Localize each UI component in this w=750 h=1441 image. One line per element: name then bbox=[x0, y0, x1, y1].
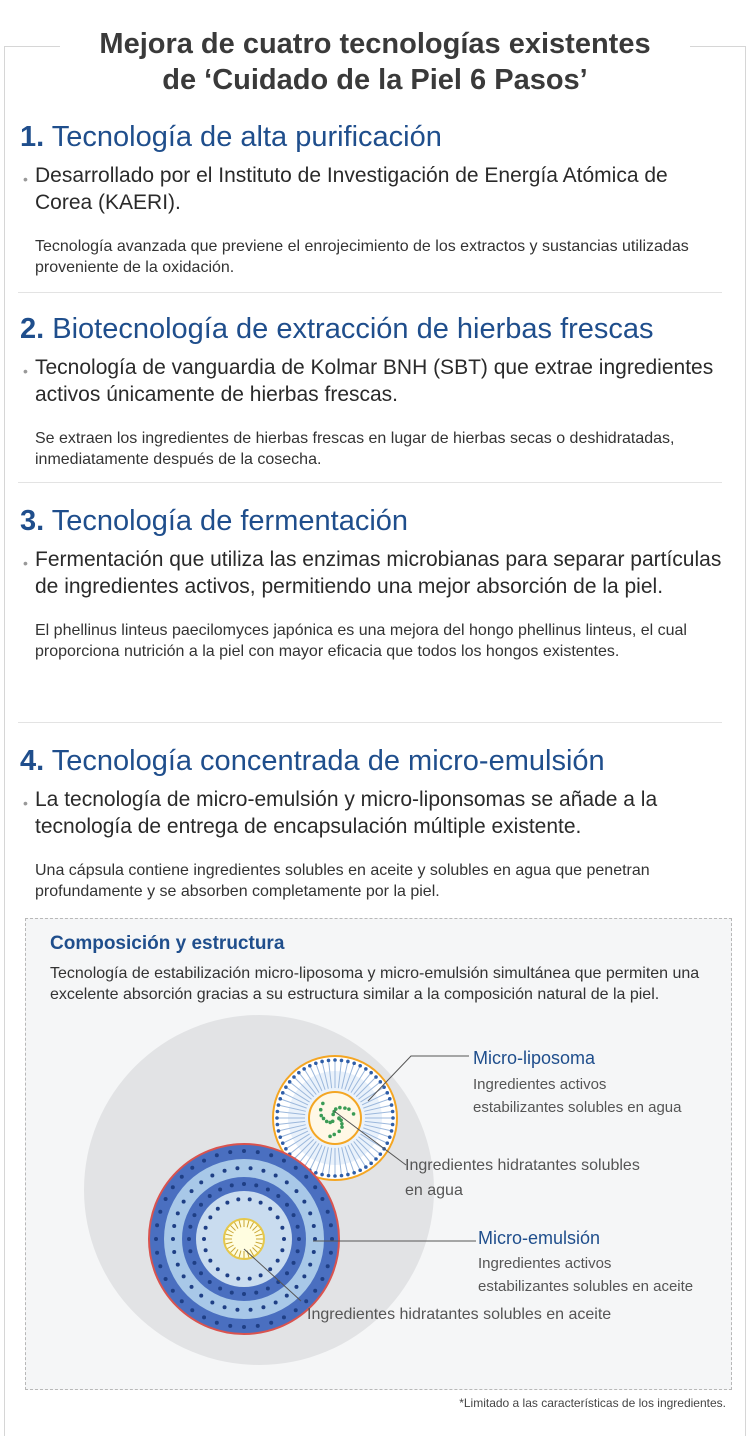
page-title-line1: Mejora de cuatro tecnologías existentes bbox=[99, 28, 651, 60]
lipid-head bbox=[374, 1075, 378, 1079]
water-particle bbox=[328, 1135, 332, 1139]
surfactant-dot bbox=[313, 1185, 317, 1189]
surfactant-dot bbox=[235, 1166, 239, 1170]
liposome-desc-line1: Ingredientes activos bbox=[473, 1076, 607, 1093]
surfactant-dot bbox=[276, 1215, 280, 1219]
surfactant-dot bbox=[274, 1173, 278, 1177]
surfactant-dot bbox=[259, 1201, 263, 1205]
lipid-head bbox=[278, 1135, 282, 1139]
lipid-head bbox=[364, 1067, 368, 1071]
surfactant-dot bbox=[223, 1169, 227, 1173]
surfactant-dot bbox=[215, 1321, 219, 1325]
lipid-head bbox=[388, 1135, 392, 1139]
lipid-head bbox=[281, 1141, 285, 1145]
surfactant-dot bbox=[296, 1225, 300, 1229]
emulsion-desc-line2: estabilizantes solubles en aceite bbox=[478, 1278, 694, 1295]
liposome-title: Micro-liposoma bbox=[473, 1048, 596, 1068]
section-lead bbox=[20, 546, 730, 600]
surfactant-dot bbox=[248, 1277, 252, 1281]
lipid-head bbox=[369, 1071, 373, 1075]
surfactant-dot bbox=[199, 1271, 203, 1275]
surfactant-dot bbox=[228, 1150, 232, 1154]
lipid-head bbox=[288, 1080, 292, 1084]
surfactant-dot bbox=[187, 1237, 191, 1241]
section-lead bbox=[20, 162, 730, 216]
lipid-head bbox=[346, 1060, 350, 1064]
section-lead-text: La tecnología de micro-emulsión y micro-liponsomas se añade a la tecnología de entrega de encapsulación múltiple existente. bbox=[35, 788, 658, 838]
divider bbox=[18, 482, 722, 483]
surfactant-dot bbox=[242, 1292, 246, 1296]
water-particle bbox=[321, 1102, 325, 1106]
surfactant-dot bbox=[285, 1271, 289, 1275]
surfactant-dot bbox=[172, 1224, 176, 1228]
surfactant-dot bbox=[285, 1203, 289, 1207]
surfactant-dot bbox=[326, 1210, 330, 1214]
section-3 bbox=[20, 504, 730, 662]
footnote: *Limitado a las características de los ingredientes. bbox=[459, 1396, 726, 1410]
surfactant-dot bbox=[236, 1197, 240, 1201]
lipid-head bbox=[333, 1174, 337, 1178]
section-heading bbox=[20, 120, 730, 154]
surfactant-dot bbox=[164, 1277, 168, 1281]
lipid-head bbox=[391, 1116, 395, 1120]
surfactant-dot bbox=[216, 1267, 220, 1271]
water-particle bbox=[340, 1125, 344, 1129]
surfactant-dot bbox=[192, 1261, 196, 1265]
lipid-head bbox=[385, 1141, 389, 1145]
bullet-icon: • bbox=[23, 171, 28, 187]
water-core-label-line1: Ingredientes hidratantes solubles bbox=[405, 1157, 640, 1174]
section-heading bbox=[20, 744, 730, 778]
surfactant-dot bbox=[176, 1211, 180, 1215]
lipid-head bbox=[388, 1097, 392, 1101]
lipid-head bbox=[308, 1064, 312, 1068]
surfactant-dot bbox=[180, 1175, 184, 1179]
composition-heading: Composición y estructura bbox=[50, 933, 285, 954]
surfactant-dot bbox=[155, 1223, 159, 1227]
surfactant-dot bbox=[313, 1289, 317, 1293]
lipid-head bbox=[390, 1129, 394, 1133]
surfactant-dot bbox=[312, 1250, 316, 1254]
water-particle bbox=[319, 1114, 323, 1118]
surfactant-dot bbox=[248, 1197, 252, 1201]
lipid-head bbox=[327, 1059, 331, 1063]
surfactant-dot bbox=[208, 1259, 212, 1263]
surfactant-dot bbox=[296, 1249, 300, 1253]
section-title: Tecnología de alta purificación bbox=[51, 121, 442, 153]
surfactant-dot bbox=[202, 1315, 206, 1319]
lipid-head bbox=[297, 1071, 301, 1075]
lipid-head bbox=[281, 1091, 285, 1095]
lipid-head bbox=[340, 1174, 344, 1178]
surfactant-dot bbox=[158, 1210, 162, 1214]
section-detail: Se extraen los ingredientes de hierbas frescas en lugar de hierbas secas o deshidratadas, inmediatamente después de la cosecha. bbox=[35, 430, 675, 468]
surfactant-dot bbox=[158, 1264, 162, 1268]
surfactant-dot bbox=[155, 1251, 159, 1255]
water-particle bbox=[322, 1117, 326, 1121]
surfactant-dot bbox=[276, 1259, 280, 1263]
surfactant-dot bbox=[225, 1273, 229, 1277]
surfactant-dot bbox=[228, 1324, 232, 1328]
section-heading bbox=[20, 312, 730, 346]
surfactant-dot bbox=[254, 1183, 258, 1187]
water-particle bbox=[352, 1112, 356, 1116]
surfactant-dot bbox=[202, 1237, 206, 1241]
water-particle bbox=[331, 1119, 335, 1123]
surfactant-dot bbox=[302, 1200, 306, 1204]
section-title: Tecnología concentrada de micro-emulsión bbox=[51, 745, 605, 777]
lipid-head bbox=[391, 1110, 395, 1114]
surfactant-dot bbox=[199, 1203, 203, 1207]
surfactant-dot bbox=[268, 1267, 272, 1271]
surfactant-dot bbox=[190, 1166, 194, 1170]
surfactant-dot bbox=[254, 1291, 258, 1295]
surfactant-dot bbox=[249, 1308, 253, 1312]
page-title bbox=[60, 26, 690, 98]
surfactant-dot bbox=[199, 1294, 203, 1298]
surfactant-dot bbox=[256, 1324, 260, 1328]
surfactant-dot bbox=[261, 1169, 265, 1173]
surfactant-dot bbox=[188, 1249, 192, 1253]
surfactant-dot bbox=[294, 1285, 298, 1289]
surfactant-dot bbox=[218, 1287, 222, 1291]
surfactant-dot bbox=[215, 1153, 219, 1157]
surfactant-dot bbox=[269, 1153, 273, 1157]
section-title: Tecnología de fermentación bbox=[51, 505, 409, 537]
water-particle bbox=[347, 1107, 351, 1111]
surfactant-dot bbox=[199, 1180, 203, 1184]
surfactant-dot bbox=[308, 1263, 312, 1267]
surfactant-dot bbox=[208, 1280, 212, 1284]
divider bbox=[18, 722, 722, 723]
lipid-head bbox=[390, 1103, 394, 1107]
surfactant-dot bbox=[242, 1325, 246, 1329]
water-particle bbox=[319, 1108, 323, 1112]
page-title-line2: de ‘Cuidado de la Piel 6 Pasos’ bbox=[162, 64, 588, 96]
section-1 bbox=[20, 120, 730, 278]
surfactant-dot bbox=[313, 1237, 317, 1241]
surfactant-dot bbox=[292, 1213, 296, 1217]
composition-text: Tecnología de estabilización micro-liposoma y micro-emulsión simultánea que permiten una excelente absorción gracias a su estructura similar a la composición natural de la piel. bbox=[50, 965, 700, 1003]
surfactant-dot bbox=[202, 1159, 206, 1163]
lipid-head bbox=[358, 1064, 362, 1068]
surfactant-dot bbox=[256, 1150, 260, 1154]
lipid-head bbox=[278, 1097, 282, 1101]
lipid-head bbox=[276, 1110, 280, 1114]
surfactant-dot bbox=[259, 1273, 263, 1277]
surfactant-dot bbox=[285, 1294, 289, 1298]
lipid-head bbox=[314, 1061, 318, 1065]
water-particle bbox=[340, 1122, 344, 1126]
divider bbox=[18, 292, 722, 293]
surfactant-dot bbox=[330, 1237, 334, 1241]
surfactant-dot bbox=[236, 1277, 240, 1281]
surfactant-dot bbox=[171, 1289, 175, 1293]
bullet-icon: • bbox=[23, 363, 28, 379]
surfactant-dot bbox=[225, 1201, 229, 1205]
liposome-desc-line2: estabilizantes solubles en agua bbox=[473, 1099, 682, 1116]
section-detail: Una cápsula contiene ingredientes solubles en aceite y solubles en agua que penetran profundamente y se absorben completamente por la piel. bbox=[35, 862, 650, 900]
section-lead-text: Fermentación que utiliza las enzimas microbianas para separar partículas de ingredientes activos, permitiendo una mejor absorción de la piel. bbox=[35, 548, 722, 598]
section-detail: El phellinus linteus paecilomyces japónica es una mejora del hongo phellinus linteus, el cual proporciona nutrición a la piel con mayor eficacia que todos los hongos existentes. bbox=[35, 622, 687, 660]
surfactant-dot bbox=[180, 1299, 184, 1303]
bullet-icon: • bbox=[23, 555, 28, 571]
section-lead bbox=[20, 354, 730, 408]
surfactant-dot bbox=[230, 1291, 234, 1295]
lipid-head bbox=[340, 1059, 344, 1063]
surfactant-dot bbox=[210, 1301, 214, 1305]
bullet-icon: • bbox=[23, 795, 28, 811]
surfactant-dot bbox=[282, 1159, 286, 1163]
surfactant-dot bbox=[285, 1180, 289, 1184]
surfactant-dot bbox=[249, 1166, 253, 1170]
section-number: 2. bbox=[20, 313, 45, 345]
emulsion-title: Micro-emulsión bbox=[478, 1228, 601, 1248]
surfactant-dot bbox=[294, 1308, 298, 1312]
lipid-head bbox=[352, 1171, 356, 1175]
lipid-head bbox=[276, 1123, 280, 1127]
water-particle bbox=[338, 1106, 342, 1110]
surfactant-dot bbox=[204, 1248, 208, 1252]
surfactant-dot bbox=[292, 1261, 296, 1265]
lipid-head bbox=[385, 1091, 389, 1095]
surfactant-dot bbox=[266, 1287, 270, 1291]
surfactant-dot bbox=[308, 1211, 312, 1215]
surfactant-dot bbox=[302, 1274, 306, 1278]
surfactant-dot bbox=[282, 1237, 286, 1241]
section-2 bbox=[20, 312, 730, 470]
lipid-head bbox=[333, 1058, 337, 1062]
surfactant-dot bbox=[176, 1263, 180, 1267]
surfactant-dot bbox=[297, 1237, 301, 1241]
lipid-head bbox=[379, 1080, 383, 1084]
water-particle bbox=[337, 1130, 341, 1134]
surfactant-dot bbox=[276, 1194, 280, 1198]
lipid-head bbox=[374, 1157, 378, 1161]
lipid-head bbox=[369, 1162, 373, 1166]
surfactant-dot bbox=[274, 1301, 278, 1305]
surfactant-dot bbox=[261, 1305, 265, 1309]
lipid-head bbox=[284, 1085, 288, 1089]
emulsion-desc-line1: Ingredientes activos bbox=[478, 1255, 612, 1272]
surfactant-dot bbox=[268, 1207, 272, 1211]
liposome-core bbox=[309, 1092, 361, 1144]
lipid-head bbox=[327, 1174, 331, 1178]
surfactant-dot bbox=[230, 1183, 234, 1187]
surfactant-dot bbox=[320, 1197, 324, 1201]
lipid-head bbox=[277, 1129, 281, 1133]
water-particle bbox=[332, 1133, 336, 1137]
surfactant-dot bbox=[208, 1215, 212, 1219]
surfactant-dot bbox=[188, 1225, 192, 1229]
surfactant-dot bbox=[294, 1189, 298, 1193]
surfactant-dot bbox=[216, 1207, 220, 1211]
section-number: 3. bbox=[20, 505, 45, 537]
water-particle bbox=[337, 1117, 341, 1121]
lipid-head bbox=[320, 1060, 324, 1064]
surfactant-dot bbox=[223, 1305, 227, 1309]
surfactant-dot bbox=[312, 1224, 316, 1228]
surfactant-dot bbox=[190, 1308, 194, 1312]
section-title: Biotecnología de extracción de hierbas frescas bbox=[52, 313, 654, 345]
lipid-head bbox=[364, 1165, 368, 1169]
surfactant-dot bbox=[282, 1315, 286, 1319]
surfactant-dot bbox=[242, 1182, 246, 1186]
lipid-head bbox=[320, 1173, 324, 1177]
surfactant-dot bbox=[171, 1237, 175, 1241]
surfactant-dot bbox=[269, 1321, 273, 1325]
surfactant-dot bbox=[235, 1308, 239, 1312]
water-particle bbox=[343, 1106, 347, 1110]
surfactant-dot bbox=[242, 1149, 246, 1153]
composition-box bbox=[25, 918, 732, 1390]
lipid-head bbox=[391, 1123, 395, 1127]
lipid-head bbox=[302, 1067, 306, 1071]
surfactant-dot bbox=[294, 1166, 298, 1170]
surfactant-dot bbox=[218, 1187, 222, 1191]
section-4 bbox=[20, 744, 730, 902]
surfactant-dot bbox=[304, 1299, 308, 1303]
surfactant-dot bbox=[210, 1173, 214, 1177]
surfactant-dot bbox=[172, 1250, 176, 1254]
surfactant-dot bbox=[329, 1251, 333, 1255]
surfactant-dot bbox=[190, 1285, 194, 1289]
lipid-head bbox=[284, 1147, 288, 1151]
section-lead-text: Desarrollado por el Instituto de Investigación de Energía Atómica de Corea (KAERI). bbox=[35, 164, 668, 214]
surfactant-dot bbox=[204, 1226, 208, 1230]
lipid-head bbox=[346, 1173, 350, 1177]
surfactant-dot bbox=[182, 1274, 186, 1278]
surfactant-dot bbox=[280, 1248, 284, 1252]
lipid-head bbox=[292, 1075, 296, 1079]
lipid-head bbox=[275, 1116, 279, 1120]
section-lead bbox=[20, 786, 730, 840]
surfactant-dot bbox=[320, 1277, 324, 1281]
lipid-head bbox=[358, 1168, 362, 1172]
surfactant-dot bbox=[208, 1194, 212, 1198]
water-particle bbox=[325, 1120, 329, 1124]
section-detail: Tecnología avanzada que previene el enrojecimiento de los extractos y sustancias utilizadas proveniente de la oxidación. bbox=[35, 238, 689, 276]
section-lead-text: Tecnología de vanguardia de Kolmar BNH (SBT) que extrae ingredientes activos únicamente de hierbas frescas. bbox=[35, 356, 714, 406]
lipid-head bbox=[352, 1061, 356, 1065]
water-core-label-line2: en agua bbox=[405, 1182, 463, 1199]
surfactant-dot bbox=[154, 1237, 158, 1241]
lipid-head bbox=[379, 1152, 383, 1156]
section-number: 1. bbox=[20, 121, 45, 153]
section-heading bbox=[20, 504, 730, 538]
section-number: 4. bbox=[20, 745, 45, 777]
surfactant-dot bbox=[192, 1213, 196, 1217]
surfactant-dot bbox=[164, 1197, 168, 1201]
surfactant-dot bbox=[304, 1175, 308, 1179]
surfactant-dot bbox=[171, 1185, 175, 1189]
surfactant-dot bbox=[190, 1189, 194, 1193]
surfactant-dot bbox=[266, 1187, 270, 1191]
oil-core-label: Ingredientes hidratantes solubles en aceite bbox=[307, 1306, 612, 1323]
surfactant-dot bbox=[182, 1200, 186, 1204]
surfactant-dot bbox=[326, 1264, 330, 1268]
lipid-head bbox=[277, 1103, 281, 1107]
surfactant-dot bbox=[329, 1223, 333, 1227]
surfactant-dot bbox=[280, 1226, 284, 1230]
